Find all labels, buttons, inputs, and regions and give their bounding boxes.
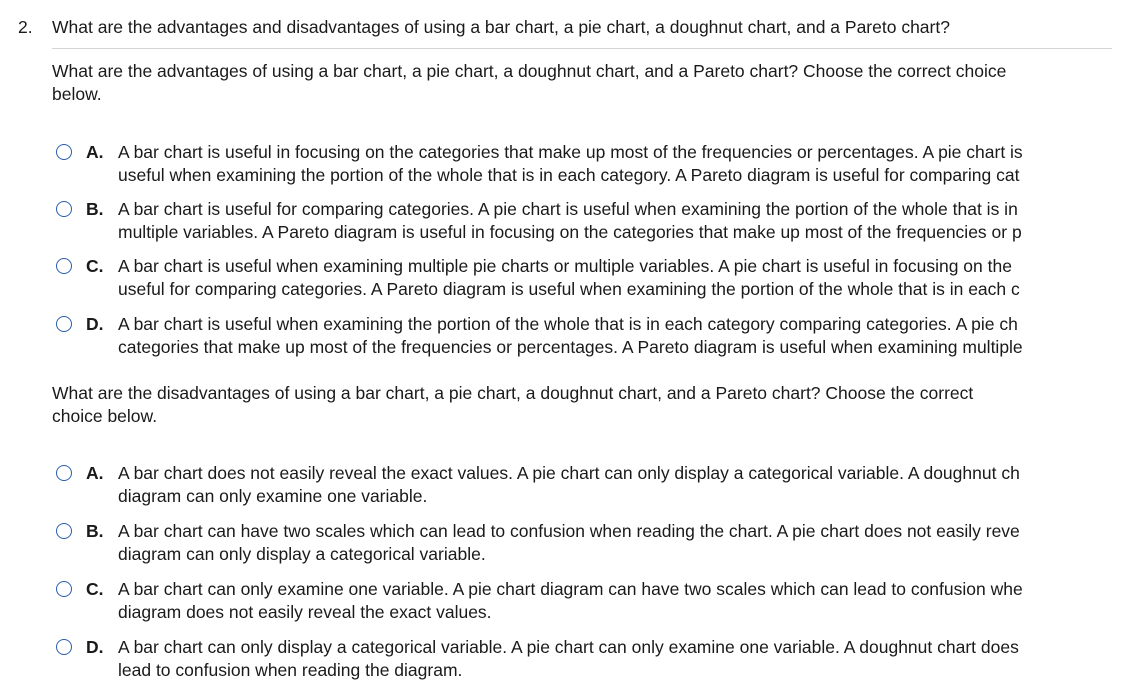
advantages-prompt xyxy=(52,60,1112,106)
prompt-line: below. xyxy=(52,84,102,104)
choice-letter: A. xyxy=(86,463,104,483)
advantages-choice-b[interactable] xyxy=(56,198,1128,248)
choice-text: A bar chart is useful when examining multiple pie charts or multiple variables. A pie chart is useful in focusing on the useful for comparing categories. A Pareto diagram is useful when examining the portion of the whole that is in each c xyxy=(118,256,1020,299)
radio-button[interactable] xyxy=(56,316,72,332)
radio-button[interactable] xyxy=(56,581,72,597)
choice-text: A bar chart can only display a categorical variable. A pie chart can only examine one variable. A doughnut chart does lead to confusion when reading the diagram. xyxy=(118,637,1019,680)
radio-button[interactable] xyxy=(56,465,72,481)
disadvantages-choice-d[interactable] xyxy=(56,636,1128,686)
radio-button[interactable] xyxy=(56,144,72,160)
disadvantages-choice-b[interactable] xyxy=(56,520,1128,570)
choice-letter: D. xyxy=(86,637,104,657)
choice-text: A bar chart can only examine one variable. A pie chart diagram can have two scales which can lead to confusion whe diagram does not easily reveal the exact values. xyxy=(118,579,1023,622)
choice-text: A bar chart is useful for comparing categories. A pie chart is useful when examining the portion of the whole that is in multiple variables. A Pareto diagram is useful in focusing on the categories that make up most of the frequencies or p xyxy=(118,199,1022,242)
prompt-line: choice below. xyxy=(52,406,158,426)
advantages-choice-a[interactable] xyxy=(56,141,1128,191)
choice-letter: C. xyxy=(86,256,104,276)
disadvantages-choice-a[interactable] xyxy=(56,462,1128,512)
choice-letter: B. xyxy=(86,199,104,219)
question-number: 2. xyxy=(18,17,33,37)
advantages-choice-d[interactable] xyxy=(56,313,1128,363)
radio-button[interactable] xyxy=(56,201,72,217)
choice-letter: C. xyxy=(86,579,104,599)
choice-text: A bar chart can have two scales which can lead to confusion when reading the chart. A pie chart does not easily reve diagram can only display a categorical variable. xyxy=(118,521,1020,564)
choice-text: A bar chart does not easily reveal the exact values. A pie chart can only display a categorical variable. A doughnut ch diagram can only examine one variable. xyxy=(118,463,1020,506)
prompt-line: What are the disadvantages of using a bar chart, a pie chart, a doughnut chart, and a Pareto chart? Choose the correct xyxy=(52,383,974,403)
choice-text: A bar chart is useful in focusing on the categories that make up most of the frequencies or percentages. A pie chart is useful when examining the portion of the whole that is in each category. A Pareto diagram is useful for comparing cat xyxy=(118,142,1023,185)
radio-button[interactable] xyxy=(56,258,72,274)
divider xyxy=(52,48,1112,49)
choice-letter: A. xyxy=(86,142,104,162)
prompt-line: What are the advantages of using a bar chart, a pie chart, a doughnut chart, and a Pareto chart? Choose the correct choice xyxy=(52,61,1007,81)
disadvantages-prompt xyxy=(52,382,1112,428)
advantages-choice-c[interactable] xyxy=(56,255,1128,305)
choice-letter: B. xyxy=(86,521,104,541)
radio-button[interactable] xyxy=(56,523,72,539)
radio-button[interactable] xyxy=(56,639,72,655)
choice-text: A bar chart is useful when examining the portion of the whole that is in each category comparing categories. A pie ch categories that make up most of the frequencies or percentages. A Pareto diagram is useful when examining multiple xyxy=(118,314,1023,357)
disadvantages-choice-c[interactable] xyxy=(56,578,1128,628)
choice-letter: D. xyxy=(86,314,104,334)
question-text: What are the advantages and disadvantages of using a bar chart, a pie chart, a doughnut chart, and a Pareto chart? xyxy=(52,17,950,37)
